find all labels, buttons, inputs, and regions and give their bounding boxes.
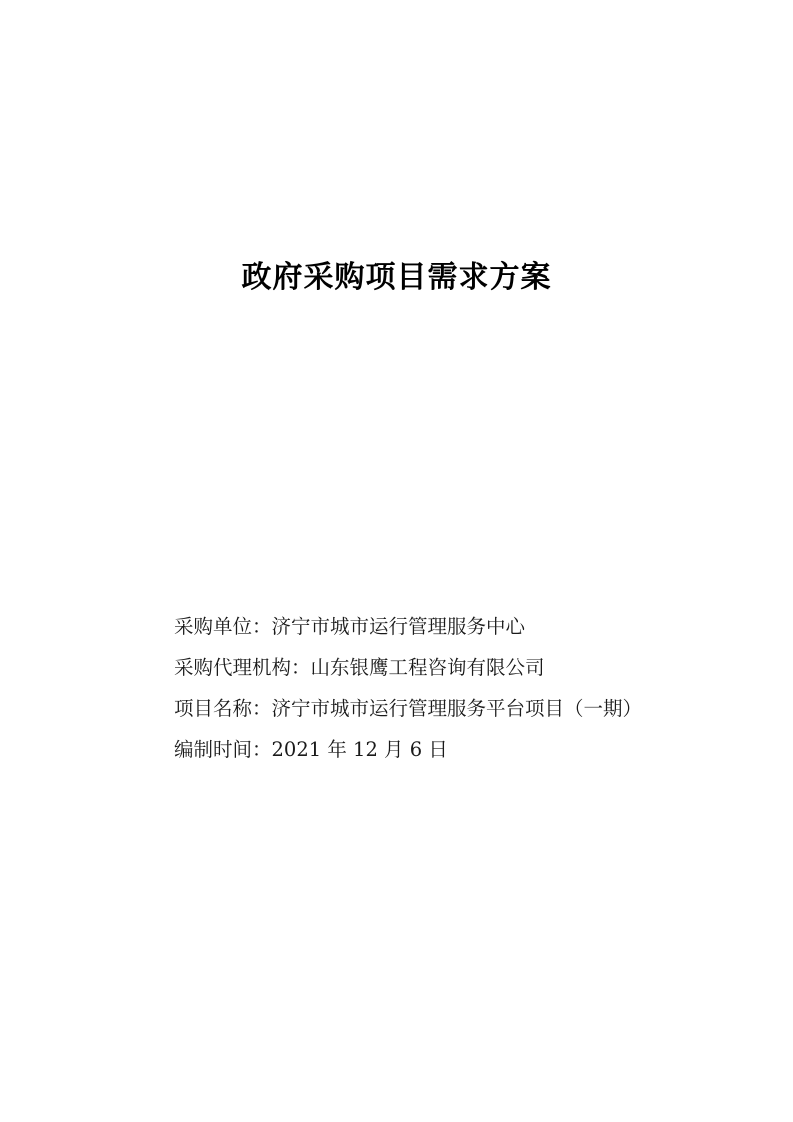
info-label: 项目名称： (174, 697, 272, 720)
info-project-name (174, 692, 734, 733)
info-compile-date (174, 733, 734, 774)
project-info-block (174, 610, 734, 774)
info-procurement-agency (174, 651, 734, 692)
info-value: 2021 年 12 月 6 日 (271, 738, 448, 761)
info-label: 采购单位： (174, 615, 272, 638)
info-label: 采购代理机构： (174, 656, 311, 679)
info-label: 编制时间： (174, 738, 272, 761)
info-value: 山东银鹰工程咨询有限公司 (310, 656, 545, 679)
info-purchasing-unit (174, 610, 734, 651)
info-value: 济宁市城市运行管理服务中心 (271, 615, 526, 638)
info-value: 济宁市城市运行管理服务平台项目（一期） (271, 697, 643, 720)
document-title: 政府采购项目需求方案 (241, 260, 552, 295)
